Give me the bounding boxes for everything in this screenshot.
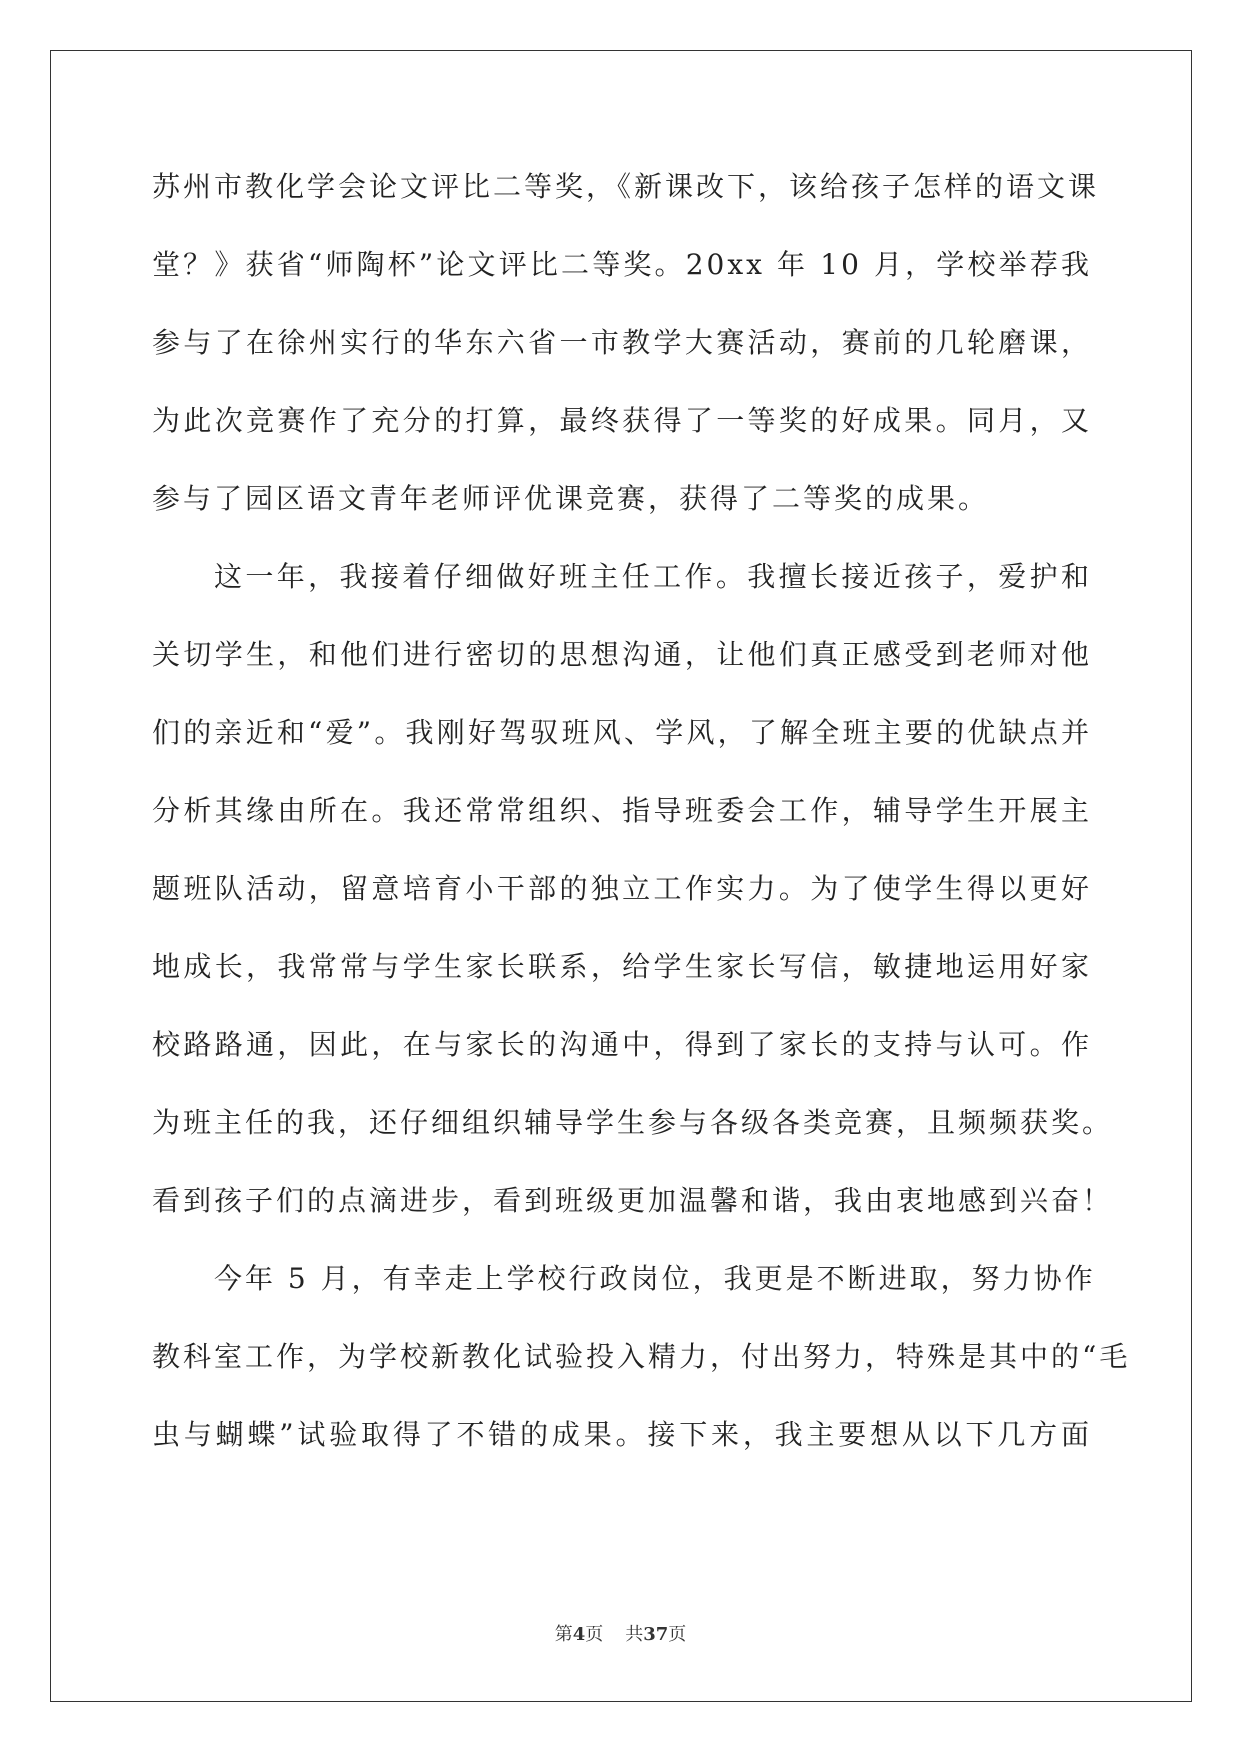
total-suffix: 页	[668, 1624, 687, 1645]
text-line: 看到孩子们的点滴进步，看到班级更加温馨和谐，我由衷地感到兴奋！	[152, 1184, 1114, 1217]
text-line: 们的亲近和“爱”。我刚好驾驭班风、学风，了解全班主要的优缺点并	[152, 716, 1092, 749]
page-footer	[0, 1620, 1241, 1646]
text-line: 这一年，我接着仔细做好班主任工作。我擅长接近孩子，爱护和	[214, 560, 1092, 593]
text-line: 教科室工作，为学校新教化试验投入精力，付出努力，特殊是其中的“毛	[152, 1340, 1131, 1373]
total-prefix: 共	[625, 1624, 644, 1645]
text-line: 题班队活动，留意培育小干部的独立工作实力。为了使学生得以更好	[152, 872, 1092, 905]
total-pages: 37	[643, 1624, 669, 1645]
text-line: 堂？》获省“师陶杯”论文评比二等奖。20xx 年 10 月，学校举荐我	[152, 248, 1092, 281]
text-line: 苏州市教化学会论文评比二等奖，《新课改下，该给孩子怎样的语文课	[152, 170, 1100, 203]
page-suffix: 页	[585, 1624, 604, 1645]
text-line: 为班主任的我，还仔细组织辅导学生参与各级各类竞赛，且频频获奖。	[152, 1106, 1114, 1139]
text-line: 参与了在徐州实行的华东六省一市教学大赛活动，赛前的几轮磨课，	[152, 326, 1092, 359]
document-body	[152, 158, 1131, 1484]
text-line: 地成长，我常常与学生家长联系，给学生家长写信，敏捷地运用好家	[152, 950, 1092, 983]
text-line: 为此次竞赛作了充分的打算，最终获得了一等奖的好成果。同月，又	[152, 404, 1092, 437]
page-prefix: 第	[554, 1624, 573, 1645]
text-line: 关切学生，和他们进行密切的思想沟通，让他们真正感受到老师对他	[152, 638, 1092, 671]
text-line: 虫与蝴蝶”试验取得了不错的成果。接下来，我主要想从以下几方面	[152, 1418, 1092, 1451]
text-line: 参与了园区语文青年老师评优课竞赛，获得了二等奖的成果。	[152, 482, 990, 515]
text-line: 校路路通，因此，在与家长的沟通中，得到了家长的支持与认可。作	[152, 1028, 1092, 1061]
text-line: 今年 5 月，有幸走上学校行政岗位，我更是不断进取，努力协作	[214, 1262, 1096, 1295]
text-line: 分析其缘由所在。我还常常组织、指导班委会工作，辅导学生开展主	[152, 794, 1092, 827]
page-number: 4	[572, 1624, 586, 1645]
